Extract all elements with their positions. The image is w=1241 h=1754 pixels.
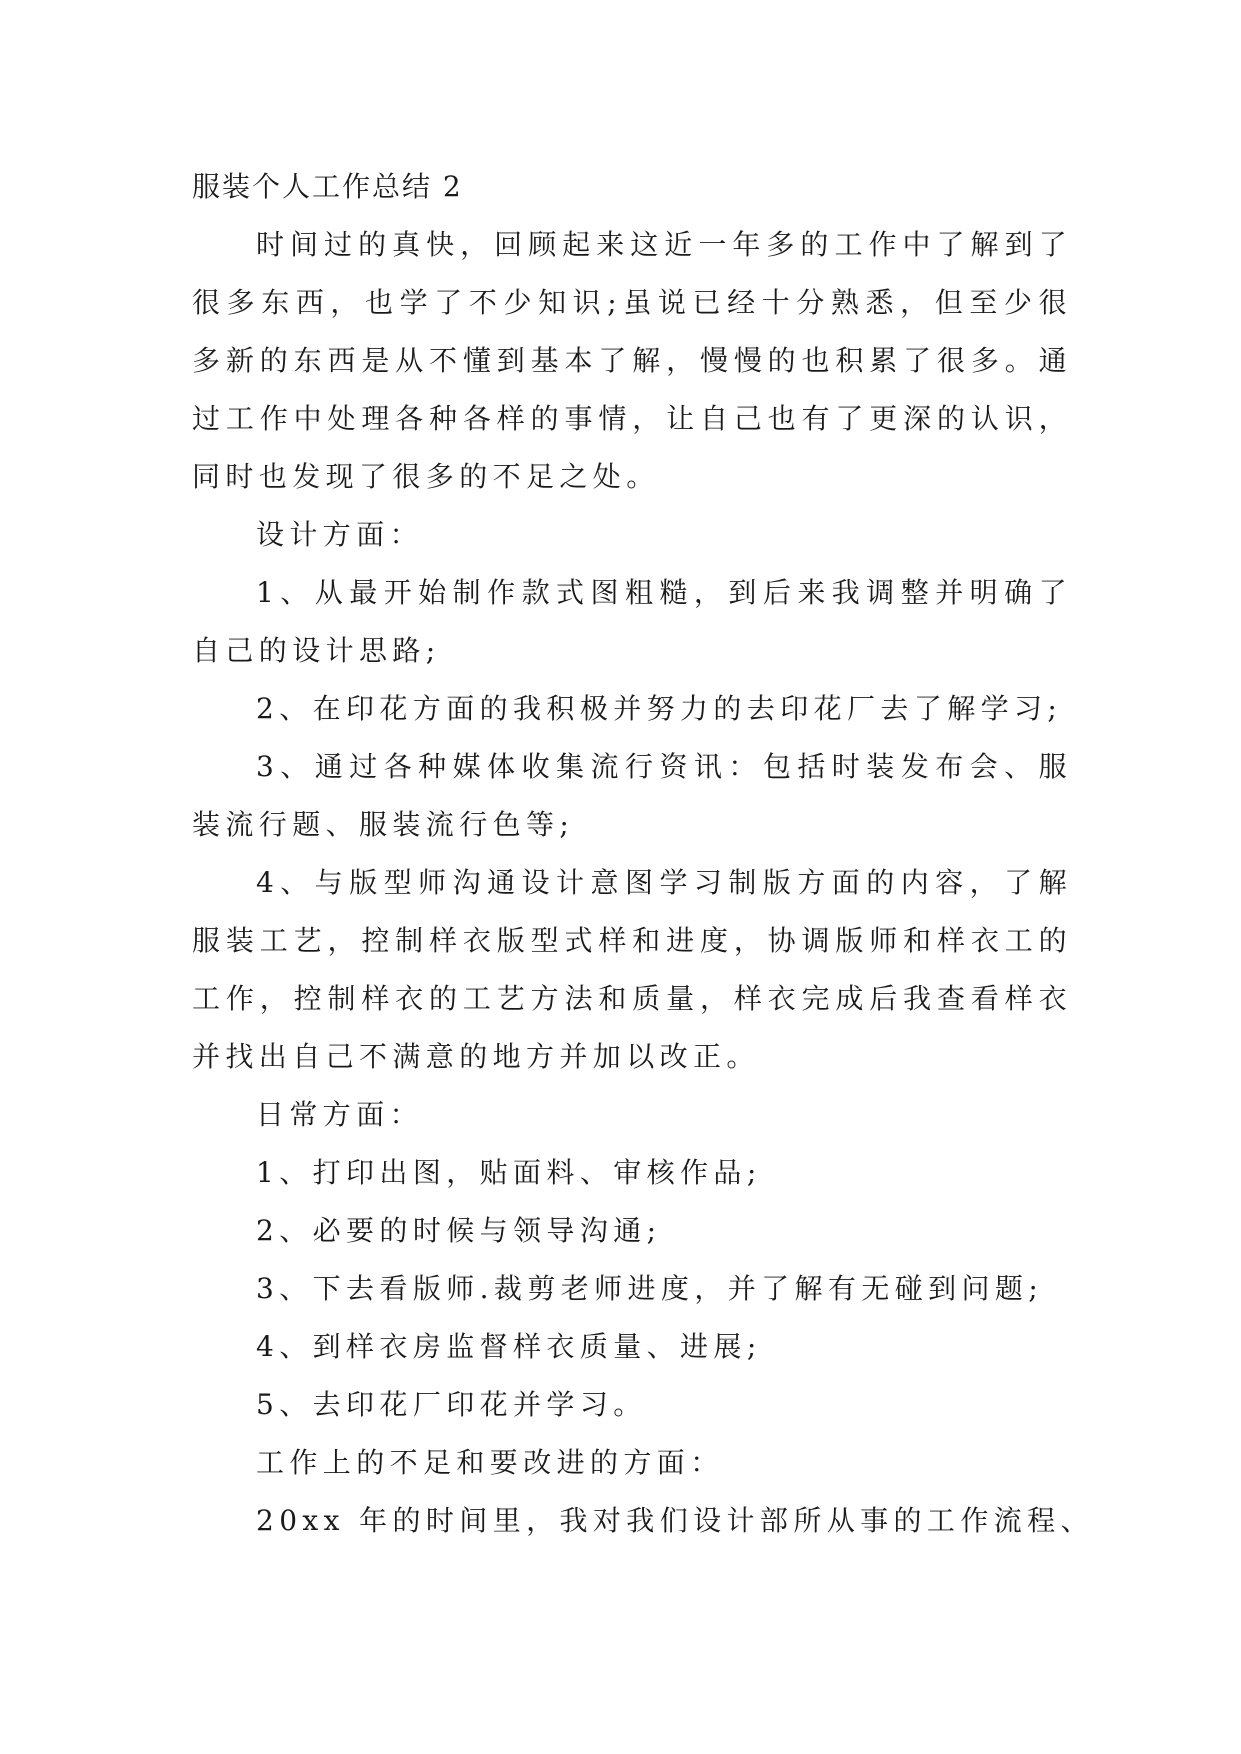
section-heading-improvement: 工作上的不足和要改进的方面： <box>256 1446 724 1479</box>
daily-item-3: 3、下去看版师.裁剪老师进度，并了解有无碰到问题; <box>256 1272 1044 1305</box>
daily-item-2: 2、必要的时候与领导沟通; <box>256 1214 662 1247</box>
daily-item-4: 4、到样衣房监督样衣质量、进展; <box>256 1330 762 1363</box>
document-body <box>192 158 1094 1550</box>
section-heading-design: 设计方面： <box>256 518 424 551</box>
document-title: 服装个人工作总结 2 <box>192 170 463 203</box>
daily-item-1: 1、打印出图，贴面料、审核作品; <box>256 1156 762 1189</box>
design-item-1: 1、从最开始制作款式图粗糙，到后来我调整并明确了自己的设计思路; <box>192 576 1072 667</box>
improvement-paragraph: 20xx 年的时间里，我对我们设计部所从事的工作流程、 <box>256 1504 1094 1537</box>
section-heading-daily: 日常方面： <box>256 1098 424 1131</box>
design-item-2: 2、在印花方面的我积极并努力的去印花厂去了解学习; <box>256 692 1063 725</box>
paragraph-intro: 时间过的真快，回顾起来这近一年多的工作中了解到了很多东西，也学了不少知识;虽说已经十分熟悉，但至少很多新的东西是从不懂到基本了解，慢慢的也积累了很多。通过工作中处理各种各样的事情，让自己也有了更深的认识，同时也发现了很多的不足之处。 <box>192 228 1072 493</box>
daily-item-5: 5、去印花厂印花并学习。 <box>256 1388 647 1421</box>
design-item-4: 4、与版型师沟通设计意图学习制版方面的内容，了解服装工艺，控制样衣版型式样和进度，协调版师和样衣工的工作，控制样衣的工艺方法和质量，样衣完成后我查看样衣并找出自己不满意的地方并加以改正。 <box>192 866 1072 1073</box>
design-item-3: 3、通过各种媒体收集流行资讯：包括时装发布会、服装流行题、服装流行色等; <box>192 750 1072 841</box>
